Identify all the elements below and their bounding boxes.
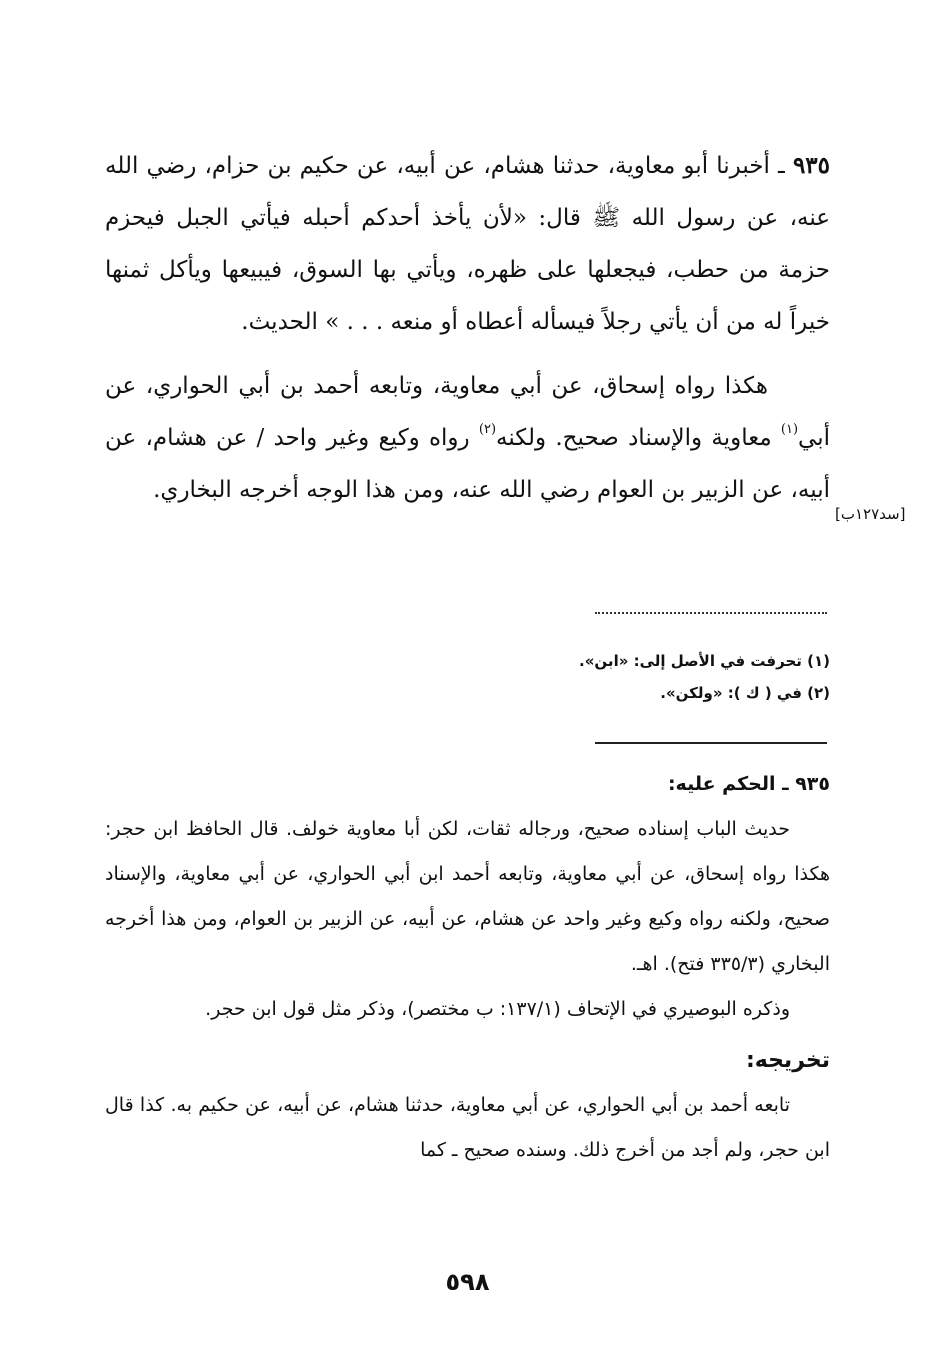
page-number: ٥٩٨ [445, 1268, 490, 1296]
busiri-paragraph: وذكره البوصيري في الإتحاف (١٣٧/١: ب مختصر)، وذكر مثل قول ابن حجر. [205, 998, 790, 1020]
ruling-heading: ٩٣٥ ـ الحكم عليه: [667, 773, 830, 795]
commentary-part-2: معاوية والإسناد صحيح. ولكنه [496, 425, 781, 451]
footnotes [105, 645, 830, 709]
commentary-part-1: هكذا رواه إسحاق، عن أبي معاوية، وتابعه أحمد بن أبي الحواري، عن أبي [105, 373, 830, 451]
hadith-paragraph [105, 140, 830, 348]
editor-commentary [105, 762, 830, 1173]
manuscript-margin-reference: [سد١٢٧ب] [835, 505, 906, 523]
footnote-marker-2: (٢) [478, 422, 497, 437]
ruling-paragraph: حديث الباب إسناده صحيح، ورجاله ثقات، لكن أبا معاوية خولف. قال الحافظ ابن حجر: هكذا رواه إسحاق، عن أبي معاوية، وتابعه أحمد ابن أبي الحواري، عن أبي معاوية، والإسناد صحيح، ولكنه رواه وكيع وغير واحد عن هشام، عن أبيه، عن الزبير بن العوام، ومن هذا أخرجه البخاري (٣٣٥/٣ فتح). اهـ. [105, 818, 830, 975]
main-text [105, 140, 830, 522]
takhrij-heading: تخريجه: [745, 1048, 830, 1073]
takhrij-paragraph: تابعه أحمد بن أبي الحواري، عن أبي معاوية، حدثنا هشام، عن أبيه، عن حكيم به. كذا قال ابن حجر، ولم أجد من أخرج ذلك. وسنده صحيح ـ كما [105, 1094, 830, 1161]
commentary-part-3: رواه وكيع وغير واحد / عن هشام، عن أبيه، عن الزبير بن العوام رضي الله عنه، ومن هذا الوجه أخرجه البخاري. [105, 425, 830, 503]
footnote-separator [595, 612, 827, 614]
footnote-2: (٢) في ( ك ): «ولكن». [660, 684, 830, 702]
hadith-number: ٩٣٥ [792, 152, 830, 179]
footnote-marker-1: (١) [780, 422, 799, 437]
section-divider [595, 742, 827, 744]
hadith-narration: ـ أخبرنا أبو معاوية، حدثنا هشام، عن أبيه، عن حكيم بن حزام، رضي الله عنه، عن رسول الله ﷺ قال: «لأن يأخذ أحدكم أحبله فيأتي الجبل فيحزم حزمة من حطب، فيجعلها على ظهره، ويأتي بها السوق، فيبيعها ويأكل ثمنها خيراً له من أن يأتي رجلاً فيسأله أعطاه أو منعه . . . » الحديث. [105, 153, 830, 335]
author-commentary-paragraph [105, 360, 830, 516]
footnote-1: (١) تحرفت في الأصل إلى: «ابن». [579, 652, 830, 670]
